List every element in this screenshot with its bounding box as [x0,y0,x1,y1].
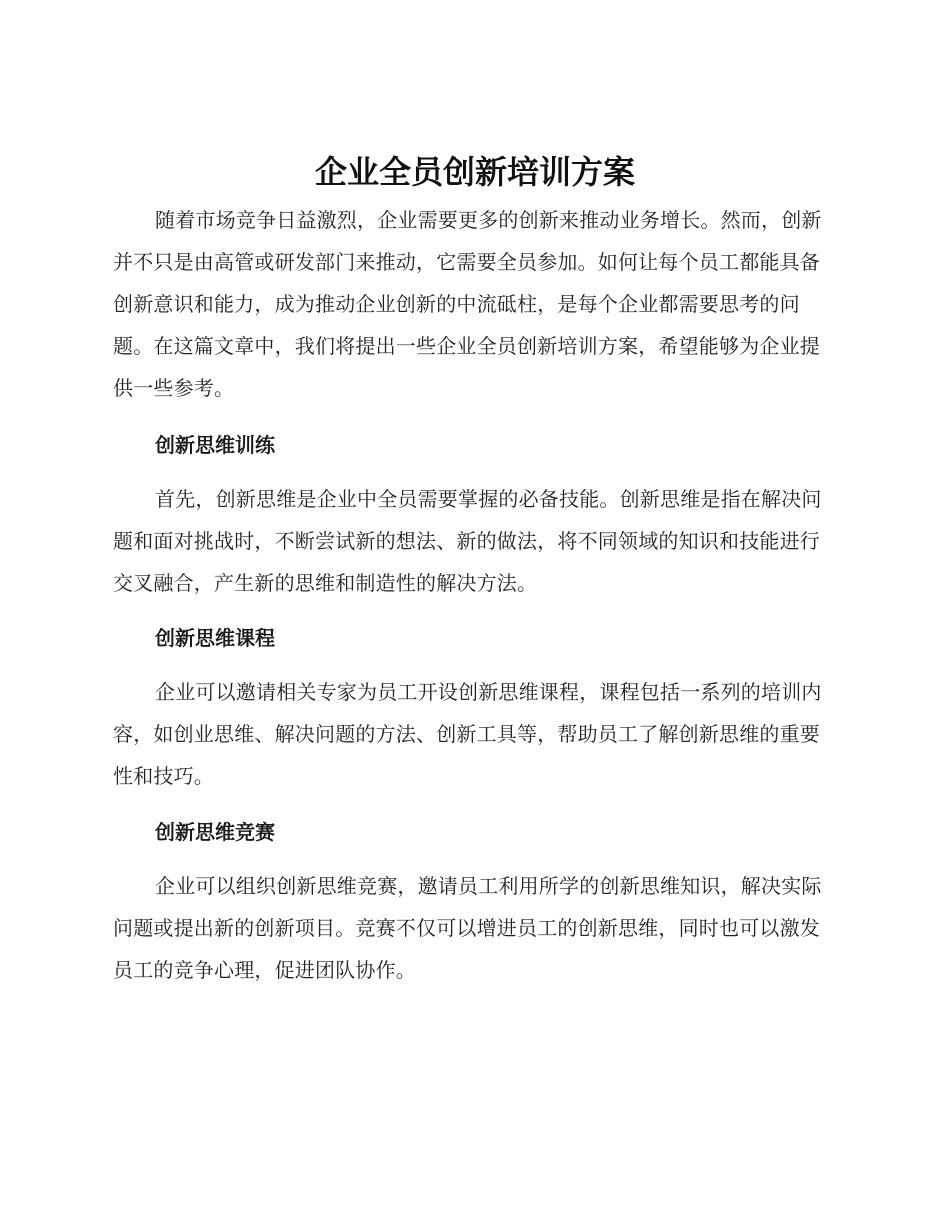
section-heading-innovation-thinking-course: 创新思维课程 [155,626,275,650]
intro-paragraph: 随着市场竞争日益激烈，企业需要更多的创新来推动业务增长。然而，创新并不只是由高管或研发部门来推动，它需要全员参加。如何让每个员工都能具备创新意识和能力，成为推动企业创新的中流砥柱，是每个企业都需要思考的问题。在这篇文章中，我们将提出一些企业全员创新培训方案，希望能够为企业提供一些参考。 [113,208,822,400]
section-body-innovation-thinking-course: 企业可以邀请相关专家为员工开设创新思维课程，课程包括一系列的培训内容，如创业思维、解决问题的方法、创新工具等，帮助员工了解创新思维的重要性和技巧。 [113,680,822,788]
section-body-innovation-thinking-training: 首先，创新思维是企业中全员需要掌握的必备技能。创新思维是指在解决问题和面对挑战时，不断尝试新的想法、新的做法，将不同领域的知识和技能进行交叉融合，产生新的思维和制造性的解决方法。 [113,487,822,595]
section-heading-innovation-thinking-contest: 创新思维竞赛 [155,820,275,844]
document-title: 企业全员创新培训方案 [314,153,635,191]
section-heading-innovation-thinking-training: 创新思维训练 [155,433,275,457]
section-body-innovation-thinking-contest: 企业可以组织创新思维竞赛，邀请员工利用所学的创新思维知识，解决实际问题或提出新的创新项目。竞赛不仅可以增进员工的创新思维，同时也可以激发员工的竞争心理，促进团队协作。 [113,874,822,982]
